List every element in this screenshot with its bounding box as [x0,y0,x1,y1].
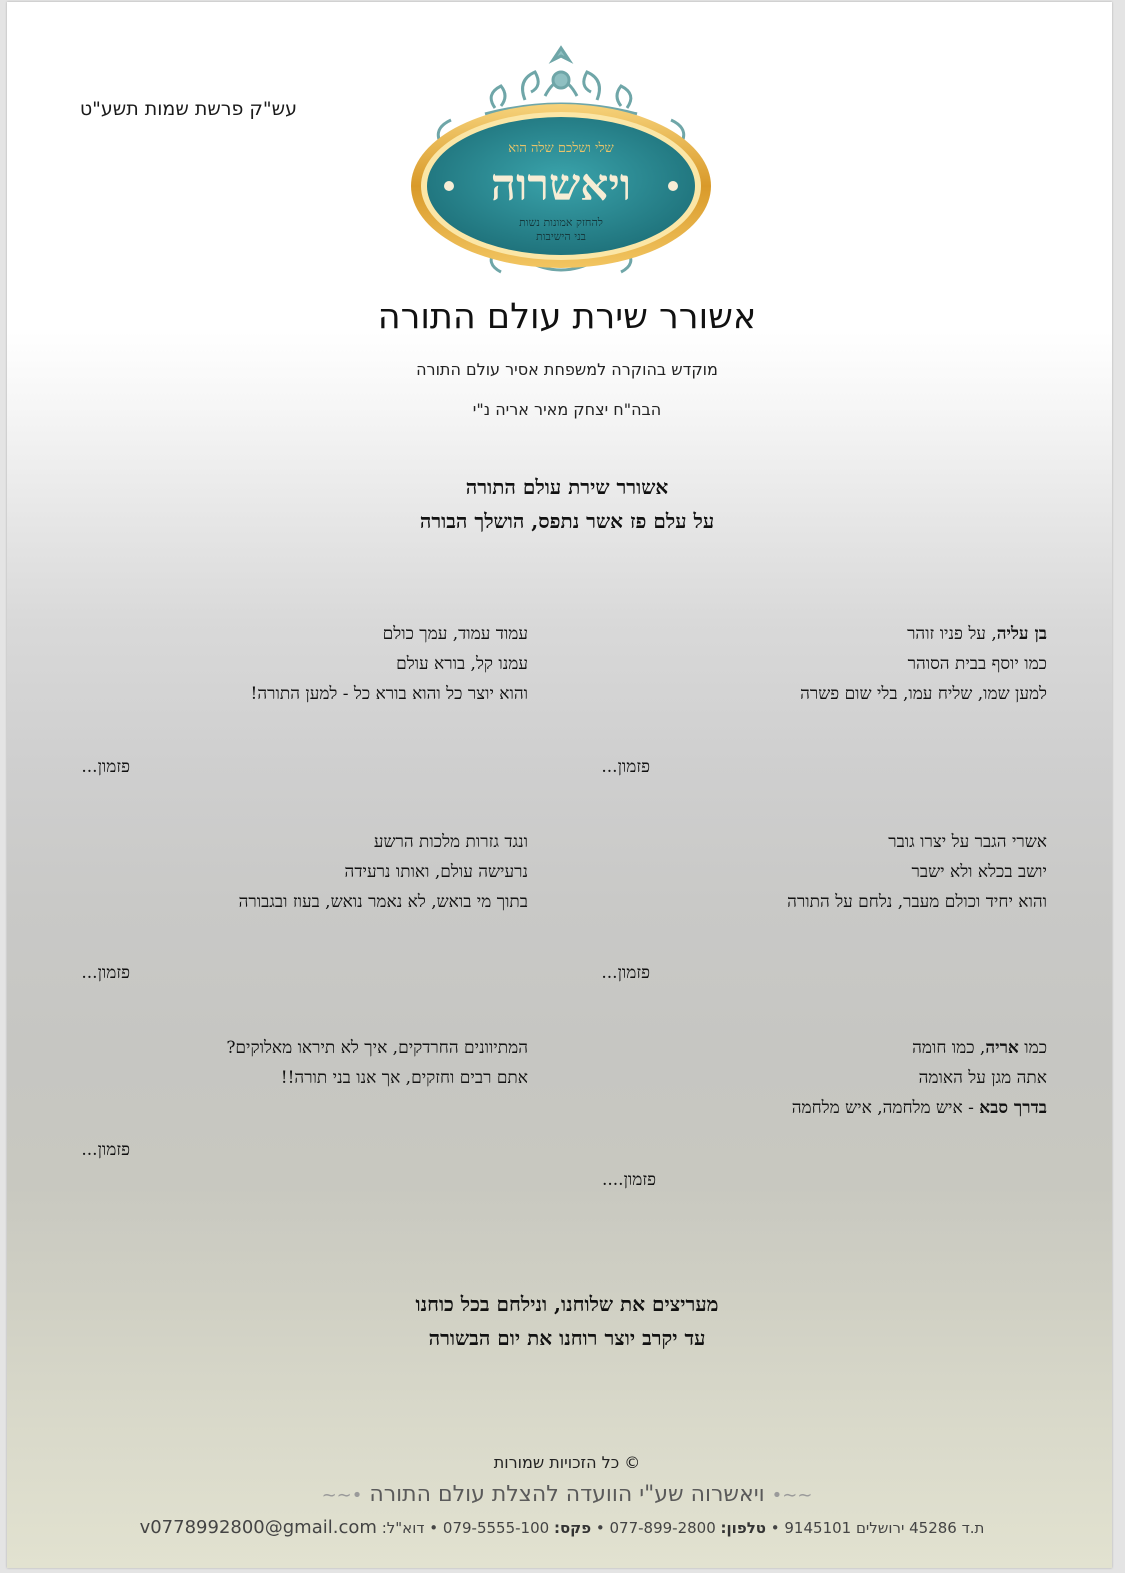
organization-name: ~∽• ויאשרוה שע"י הוועדה להצלת עולם התורה •∽~ [321,1482,813,1507]
svg-text:להחזק אמונות נשות: להחזק אמונות נשות [519,216,603,229]
logo-emblem-icon [405,40,717,285]
stanza-2-left [239,827,528,917]
verse-line: והוא יחיד וכולם מעבר, נלחם על התורה [787,892,1047,912]
flourish-icon: •∽~ [321,1485,363,1506]
address: ת.ד 45286 ירושלים 9145101 [784,1519,985,1537]
headline [257,470,877,538]
verse-line: עמנו קל, בורא עולם [396,654,528,674]
email-link[interactable]: v0778992800@gmail.com [139,1517,377,1538]
stanza-2-right [787,827,1047,917]
viashruha-logo [405,40,717,285]
chorus-marker: פזמון... [81,757,130,777]
email-label: דוא"ל: [381,1519,425,1537]
verse-line: למען שמו, שליח עמו, בלי שום פשרה [800,684,1047,704]
verse-line: אתם רבים וחזקים, אך אנו בני תורה!! [280,1068,528,1088]
date-label: עש"ק פרשת שמות תשע"ט [79,98,297,120]
chorus-marker: פזמון... [601,963,650,983]
dedication-line-1: מוקדש בהוקרה למשפחת אסיר עולם התורה [416,360,718,379]
contact-info: ת.ד 45286 ירושלים 9145101 • טלפון: 077-899-2800 • פקס: 079-5555-100 • דוא"ל: v0778992800@gmail.com [139,1517,985,1538]
verse-line: אשרי הגבר על יצרו גובר [888,832,1047,852]
document-page [7,2,1112,1568]
verse-line: בדרך סבא - איש מלחמה, איש מלחמה [791,1098,1047,1118]
verse-line: עמוד עמוד, עמך כולם [382,624,528,644]
page-title: אשורר שירת עולם התורה [377,297,757,337]
fax-label: פקס: [553,1519,592,1537]
chorus-marker: פזמון... [601,757,650,777]
chorus-marker: פזמון... [81,1140,130,1160]
chorus-marker: פזמון... [81,963,130,983]
svg-text:ויאשרוה: ויאשרוה [490,160,632,211]
verse-line: והוא יוצר כל והוא בורא כל - למען התורה! [250,684,528,704]
headline-line-1: אשורר שירת עולם התורה [465,475,669,499]
verse-line: המתיוונים החרדקים, איך לא תיראו מאלוקים? [226,1038,528,1058]
verse-line: בן עליה, על פניו זוהר [907,624,1047,644]
svg-text:שלי ושלכם שלה הוא: שלי ושלכם שלה הוא [508,141,614,156]
verse-line: כמו אריה, כמו חומה [912,1038,1047,1058]
phone-number: 077-899-2800 [609,1519,716,1537]
closing-text [257,1287,877,1355]
verse-line: כמו יוסף בבית הסוהר [907,654,1047,674]
headline-line-2: על עלם פז אשר נתפס, הושלך הבורה [419,509,715,533]
dedication-line-2: הבה"ח יצחק מאיר אריה נ"י [472,400,662,419]
copyright-notice: © כל הזכויות שמורות [493,1453,641,1472]
closing-line-1: מעריצים את שלוחנו, ונילחם בכל כוחנו [415,1292,719,1316]
verse-line: יושב בכלא ולא ישבר [911,862,1047,882]
closing-line-2: עד יקרב יוצר רוחנו את יום הבשורה [428,1326,706,1350]
stanza-1-right [800,619,1047,709]
verse-line: ונגד גזרות מלכות הרשע [373,832,528,852]
verse-line: נרעישה עולם, ואותו נרעידה [344,862,528,882]
verse-line: בתוך מי בואש, לא נאמר נואש, בעוז ובגבורה [238,892,528,912]
flourish-icon: ~∽• [771,1485,813,1506]
stanza-1-left [251,619,528,709]
phone-label: טלפון: [720,1519,766,1537]
verse-line: אתה מגן על האומה [918,1068,1047,1088]
stanza-3-left [226,1033,528,1093]
stanza-3-right [792,1033,1047,1123]
svg-text:בני הישיבות: בני הישיבות [536,230,586,243]
chorus-marker: פזמון.... [601,1170,656,1190]
fax-number: 079-5555-100 [442,1519,550,1537]
